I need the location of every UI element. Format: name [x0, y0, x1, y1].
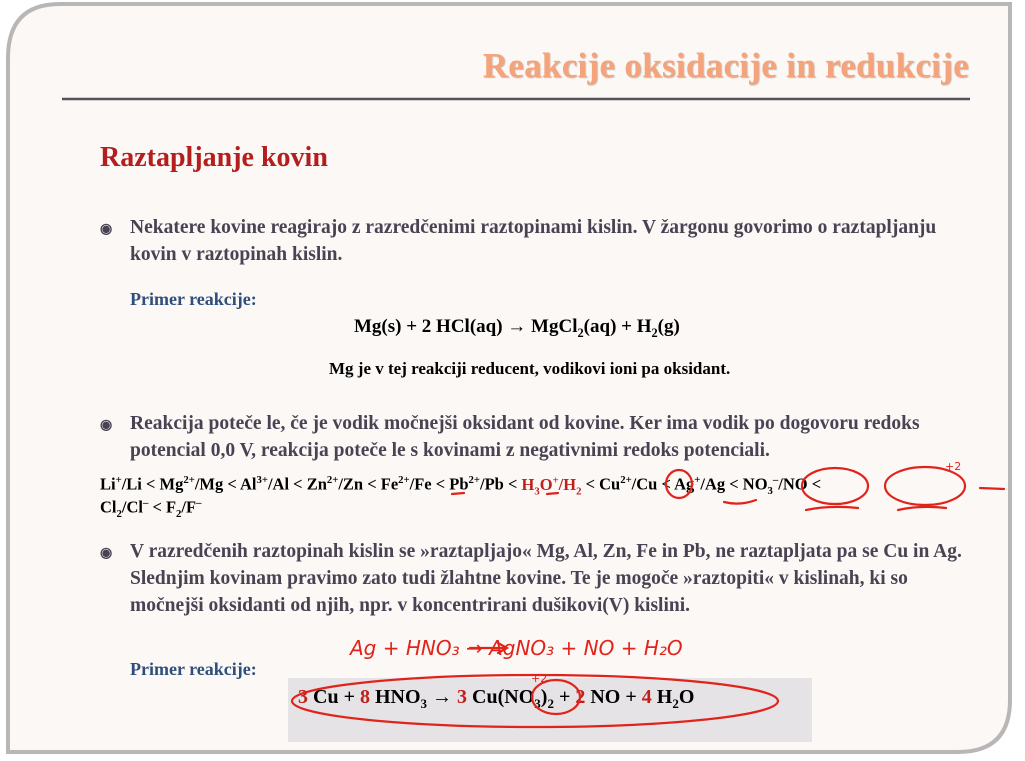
series-part: /Fe < Pb: [409, 474, 469, 494]
series-sub: 2: [576, 484, 582, 497]
section-heading: Raztapljanje kovin: [100, 142, 328, 173]
eq1-sub: 2: [577, 325, 584, 340]
series-sup: –: [196, 497, 202, 509]
series-part: /Mg < Al: [194, 474, 257, 494]
series-part: /Pb <: [480, 474, 522, 494]
series-sup: 2+: [326, 474, 339, 486]
series-sup: –: [772, 474, 779, 486]
eq2-part: Cu +: [308, 686, 360, 708]
ink-tick-1: [452, 493, 464, 494]
coefficient: 4: [641, 686, 652, 708]
eq2-part: →: [427, 686, 458, 708]
series-sub: 2: [176, 507, 182, 520]
coefficient: 3: [298, 686, 308, 708]
eq2-part: O: [678, 686, 695, 708]
ink-mark-cu: [724, 500, 756, 504]
ink-plus2-a: +2: [945, 460, 962, 473]
eq2-part: ): [540, 686, 548, 708]
series-part: H: [521, 474, 535, 494]
series-part: /Cu < Ag: [631, 474, 695, 494]
series-part: /Zn < Fe: [338, 474, 399, 494]
series-sup: 2+: [468, 474, 481, 486]
series-part: /Ag < NO: [700, 474, 768, 494]
bullet-3-text: V razredčenih raztopinah kislin se »raztapljajo« Mg, Al, Zn, Fe in Pb, ne raztapljata pa se Cu in Ag. Slednjim kovinam pravimo zato tudi žlahtne kovine. Te je mogoče »raztopiti« v kislinah, ki so močnejši oksidanti od njih, npr. v koncentrirani dušikovi(V) kislini.: [130, 541, 962, 616]
series-sup: 2+: [398, 474, 410, 486]
series-part: /Cl: [121, 497, 143, 517]
series-part: < F: [148, 497, 177, 517]
coefficient: 3: [457, 686, 468, 708]
series-sub: 3: [534, 484, 540, 497]
bullet-1-text: Nekatere kovine reagirajo z razredčenimi raztopinami kislin. V žargonu govorimo o raztapljanju kovin v raztopinah kislin.: [130, 217, 937, 265]
eq2-part: HNO: [369, 686, 421, 708]
ink-circle-ag: [802, 468, 868, 504]
eq2-sub: 3: [420, 696, 428, 711]
series-sup: +: [694, 474, 701, 486]
note-1: Mg je v tej reakciji reducent, vodikovi ioni pa oksidant.: [329, 359, 731, 378]
series-part: /H: [558, 474, 577, 494]
series-sup: +: [552, 474, 559, 486]
ink-underline-no3: [898, 507, 946, 510]
eq1-part: (aq) + H: [583, 316, 652, 337]
series-part: /Al < Zn: [267, 474, 327, 494]
series-sup: +: [115, 474, 122, 486]
series-sub: 2: [116, 507, 122, 520]
bullet-icon: ◉: [100, 546, 113, 561]
series-sup: –: [142, 497, 149, 509]
series-sup: 3+: [256, 474, 268, 486]
ink-circle-no3-eq: [532, 680, 580, 714]
ink-circle-h2: [666, 470, 692, 498]
ink-plus2-b: +2: [531, 672, 548, 685]
eq2-part: NO +: [585, 686, 642, 708]
slide-title: Reakcije oksidacije in redukcije: [482, 46, 969, 85]
eq2-sub: 2: [547, 696, 554, 711]
ink-underline-ag: [806, 507, 858, 510]
bullet-icon: ◉: [100, 418, 113, 433]
eq2-sub: 3: [534, 696, 541, 711]
eq1-sub: 2: [651, 325, 658, 340]
eq2-part: +: [553, 686, 576, 708]
series-sup: 2+: [620, 474, 632, 486]
coefficient: 8: [359, 686, 370, 708]
eq2-part: Cu(NO: [467, 686, 535, 708]
series-part: Li: [100, 474, 116, 494]
eq1-part: Mg(s) + 2 HCl(aq) → MgCl: [354, 316, 578, 337]
eq2-sub: 2: [672, 696, 679, 711]
series-part: /Li < Mg: [121, 474, 184, 494]
ink-equation: Ag + HNO₃ → AgNO₃ + NO + H₂O: [350, 636, 683, 660]
series-sup: 2+: [183, 474, 195, 486]
eq2-part: H: [651, 686, 673, 708]
series-part: < Cu: [581, 474, 621, 494]
eq1-part: (g): [657, 316, 680, 337]
series-part: /F: [181, 497, 197, 517]
series-part: Cl: [100, 497, 117, 517]
example-label-1: Primer reakcije:: [130, 289, 257, 309]
series-sub: 3: [767, 484, 773, 497]
bullet-2-text: Reakcija poteče le, če je vodik močnejši oksidant od kovine. Ker ima vodik po dogovoru redoks potencial 0,0 V, reakcija poteče le s kovinami z negativnimi redoks potenciali.: [130, 413, 920, 461]
series-part: O: [539, 474, 553, 494]
coefficient: 2: [575, 686, 586, 708]
series-part: /NO <: [778, 474, 822, 494]
example-label-2: Primer reakcije:: [130, 659, 257, 679]
bullet-icon: ◉: [100, 222, 113, 237]
ink-mark-end: [980, 488, 1004, 489]
ink-tick-2: [547, 493, 558, 494]
